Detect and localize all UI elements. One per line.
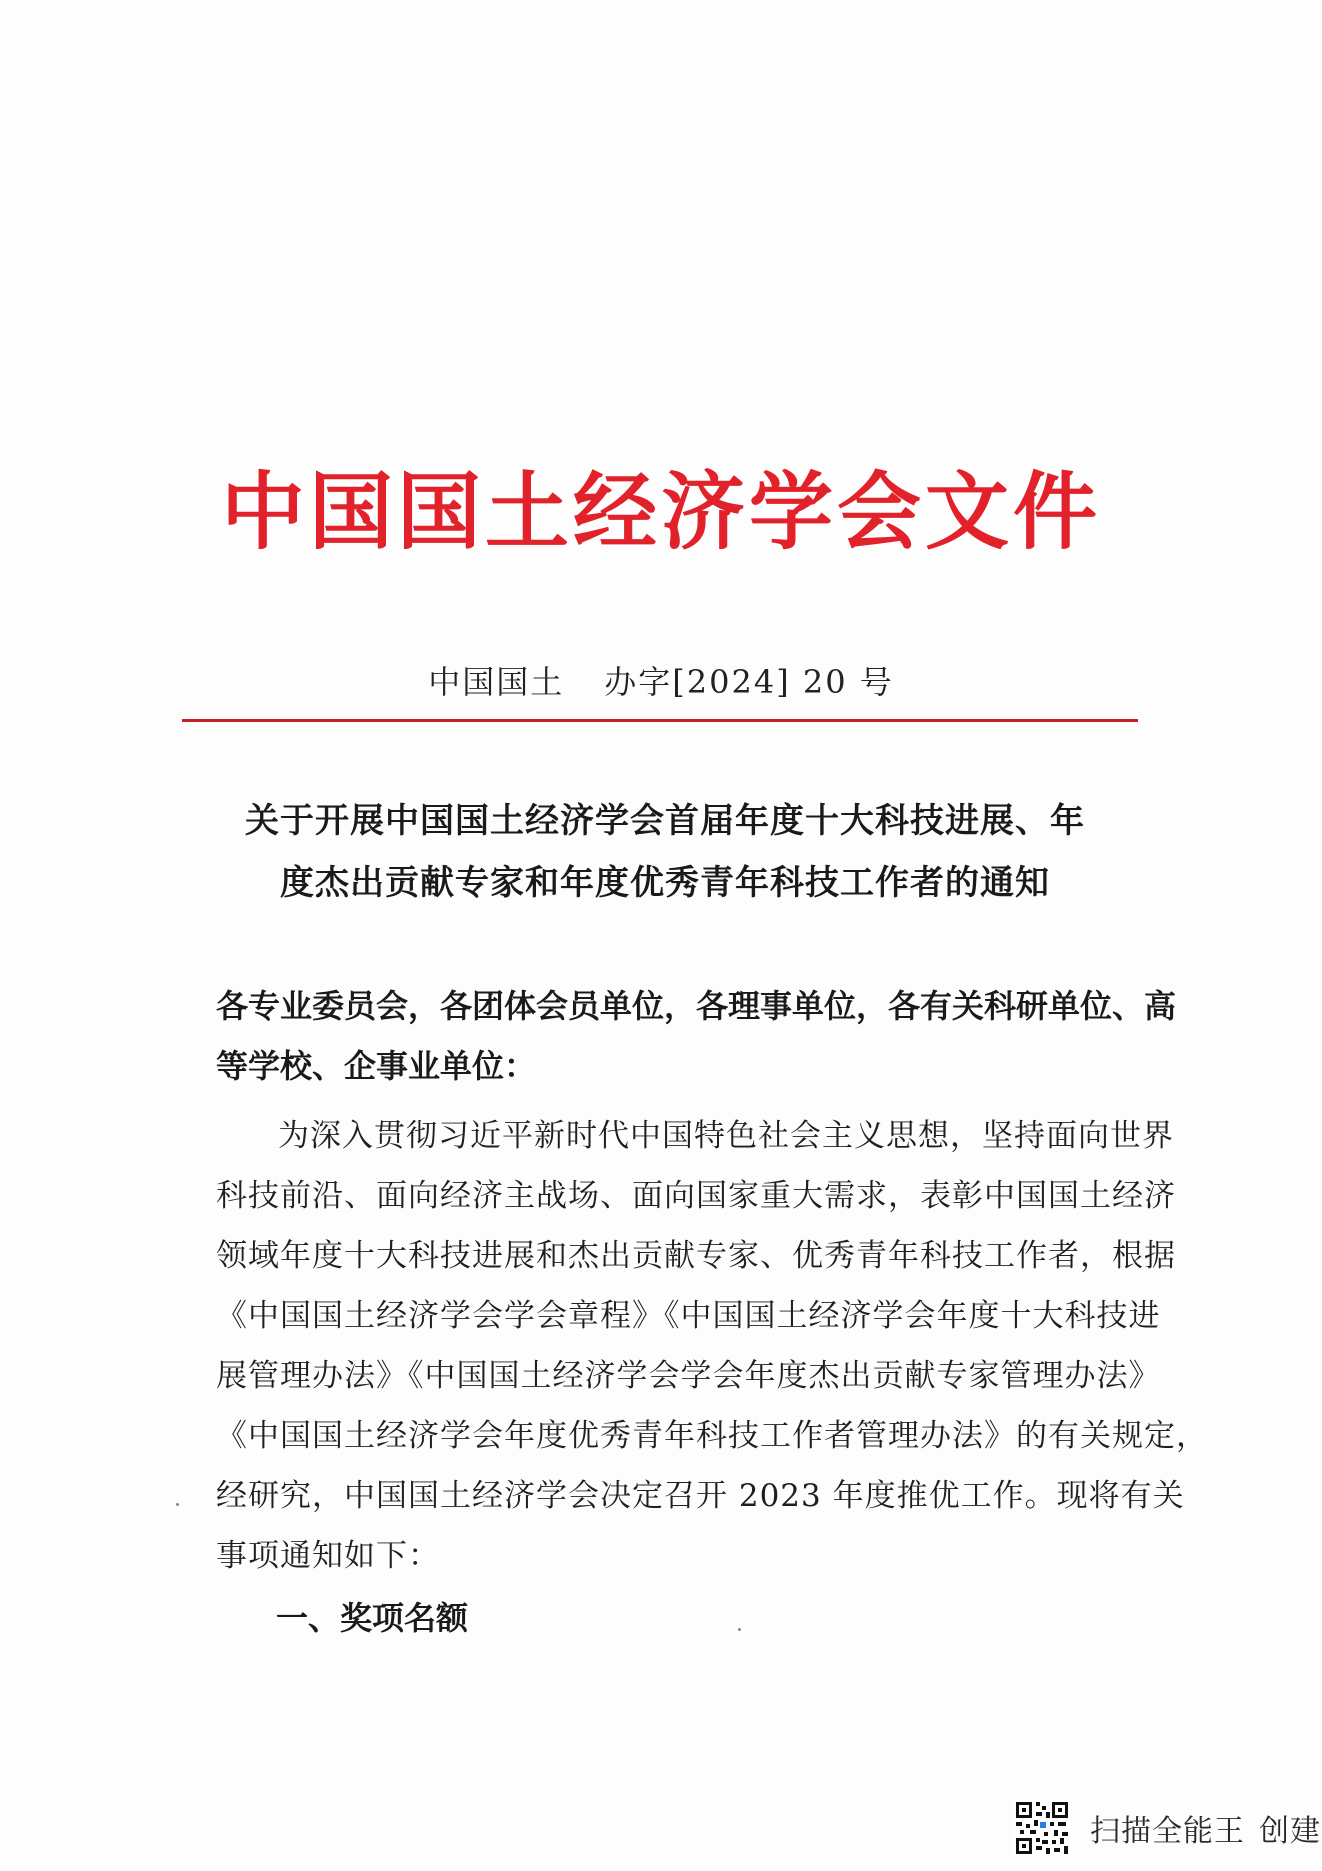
notice-title (230, 790, 1100, 914)
body-line: 《中国国土经济学会学会章程》《中国国土经济学会年度十大科技进 (216, 1298, 1161, 1334)
watermark-label (1090, 1806, 1321, 1850)
scan-speck (738, 1628, 741, 1631)
body-paragraph (216, 1106, 1208, 1586)
document-number-value: 办字[2024] 20 号 (604, 663, 894, 701)
body-line: 事项通知如下： (216, 1538, 440, 1574)
notice-title-line: 度杰出贡献专家和年度优秀青年科技工作者的通知 (280, 863, 1050, 903)
body-line: 科技前沿、面向经济主战场、面向国家重大需求，表彰中国国土经济 (216, 1178, 1176, 1214)
watermark-app-name: 扫描全能王 (1090, 1814, 1245, 1849)
recipients-line: 各专业委员会，各团体会员单位，各理事单位，各有关科研单位、高 (216, 987, 1177, 1025)
notice-title-line: 关于开展中国国土经济学会首届年度十大科技进展、年 (245, 801, 1085, 841)
recipients-line: 等学校、企事业单位： (216, 1047, 537, 1085)
document-number-prefix: 中国国土 (428, 663, 565, 701)
body-line: 为深入贯彻习近平新时代中国特色社会主义思想，坚持面向世界 (278, 1118, 1174, 1154)
body-line: 《中国国土经济学会年度优秀青年科技工作者管理办法》的有关规定， (216, 1418, 1208, 1454)
body-line: 经研究，中国国土经济学会决定召开 2023 年度推优工作。现将有关 (216, 1478, 1185, 1514)
document-number (0, 660, 1322, 704)
qr-code-icon (1014, 1800, 1070, 1856)
header-divider (182, 719, 1138, 722)
recipients (216, 976, 1177, 1096)
section-heading: 一、奖项名额 (276, 1599, 469, 1637)
document-header-title: 中国国土经济学会文件 (220, 462, 1101, 561)
scan-speck (176, 1503, 179, 1506)
body-line: 领域年度十大科技进展和杰出贡献专家、优秀青年科技工作者，根据 (216, 1238, 1176, 1274)
body-line: 展管理办法》《中国国土经济学会学会年度杰出贡献专家管理办法》 (216, 1358, 1161, 1394)
watermark-action: 创建 (1259, 1814, 1321, 1849)
scanner-watermark (1014, 1798, 1321, 1858)
